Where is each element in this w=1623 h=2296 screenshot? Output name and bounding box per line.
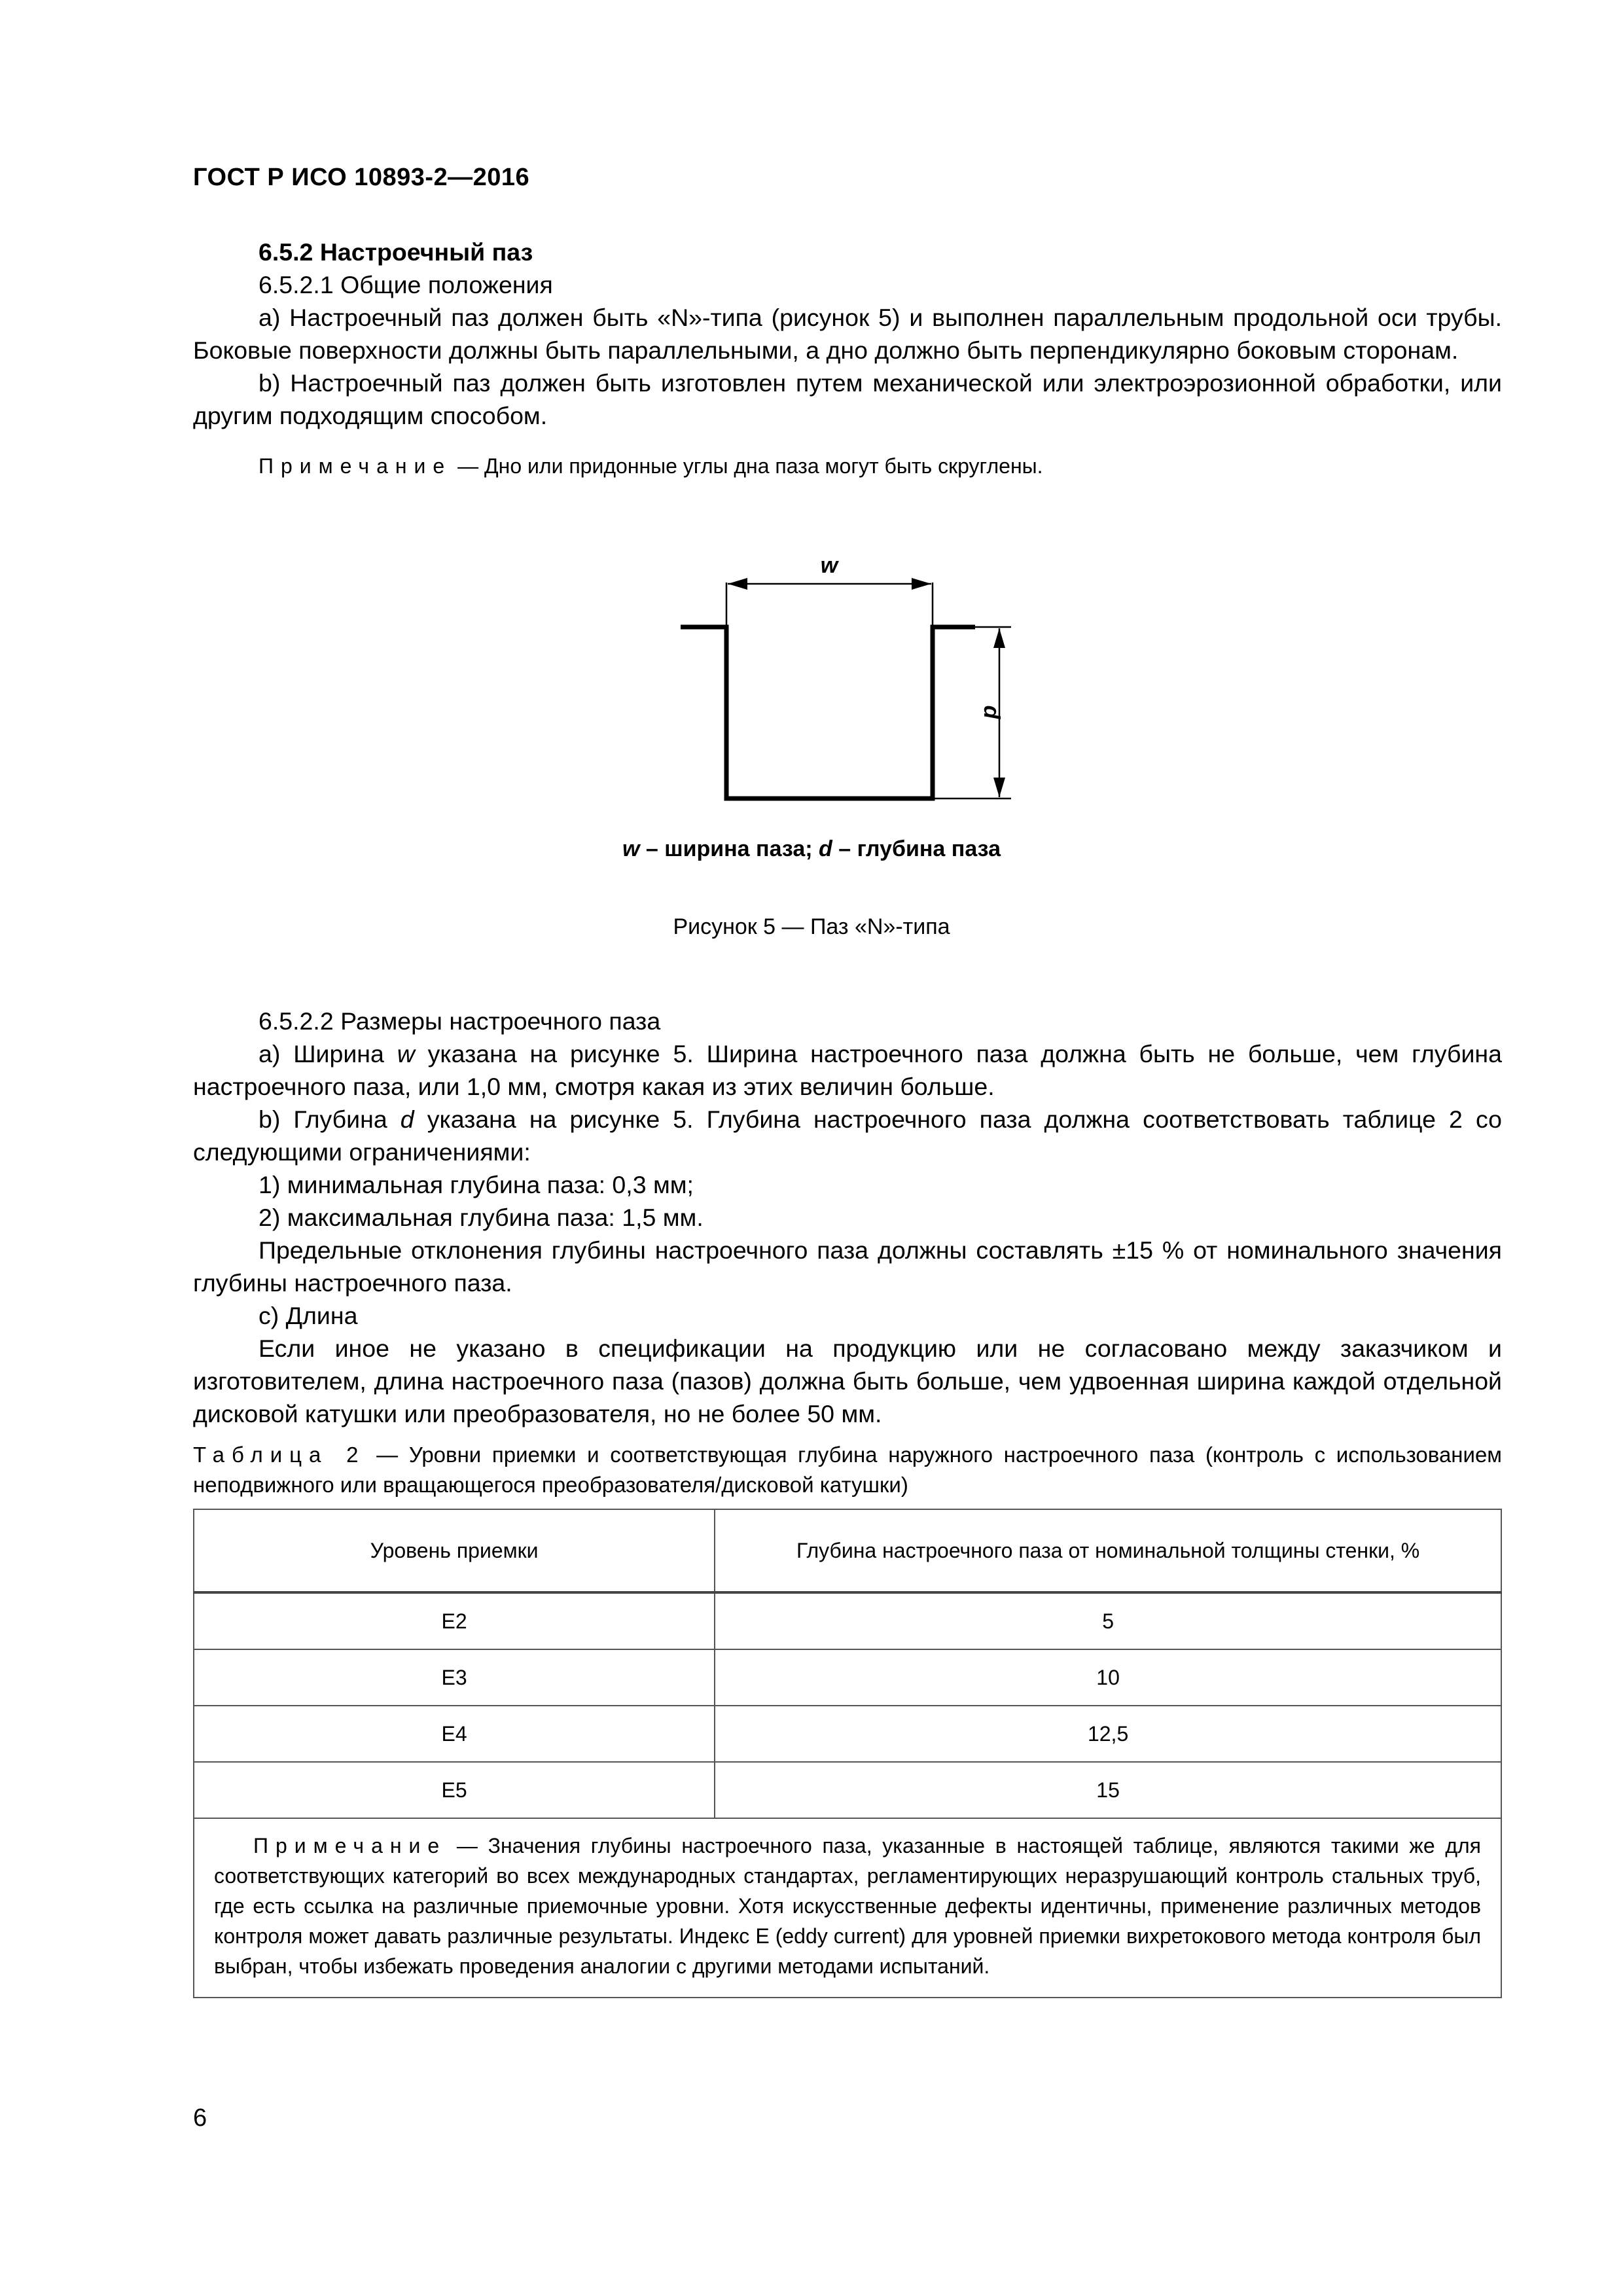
table-note-text: — Значения глубины настроечного паза, указанные в настоящей таблице, являются такими же для соответствующих категорий во всех международных стандартах, регламентирующих неразрушающий контроль стальных труб, где есть ссылка на различные приемочные уровни. Хотя искусственные дефекты идентичны, применение различных методов контроля может давать различные результаты. Индекс E (eddy current) для уровней приемки вихретокового метода контроля был выбран, чтобы избежать проведения аналогии с другими методами испытаний. bbox=[214, 1834, 1481, 1978]
symbol-d: d bbox=[400, 1105, 414, 1133]
figure-legend bbox=[0, 836, 1623, 862]
legend-d-text: – глубина паза bbox=[832, 836, 1001, 861]
list-item-1: 1) минимальная глубина паза: 0,3 мм; bbox=[259, 1171, 694, 1198]
table-caption-label: Таблица 2 bbox=[193, 1443, 366, 1467]
legend-w-symbol: w bbox=[622, 836, 640, 861]
paragraph-b-part-2: указана на рисунке 5. Глубина настроечного паза должна соответствовать таблице 2 со следующими ограничениями: bbox=[193, 1105, 1502, 1166]
column-header-level: Уровень приемки bbox=[194, 1509, 715, 1592]
figure-5 bbox=[0, 537, 1623, 956]
page-number: 6 bbox=[193, 2104, 207, 2132]
length-paragraph: Если иное не указано в спецификации на продукцию или не согласовано между заказчиком и изготовителем, длина настроечного паза (пазов) должна быть больше, чем удвоенная ширина каждой отдельной дисковой катушки или преобразователя, но не более 50 мм. bbox=[193, 1335, 1502, 1427]
paragraph-c: c) Длина bbox=[259, 1302, 358, 1329]
cell-depth: 12,5 bbox=[715, 1706, 1501, 1762]
width-arrow-left bbox=[728, 578, 747, 590]
subsection-heading: 6.5.2.2 Размеры настроечного паза bbox=[259, 1007, 661, 1035]
depth-arrow-top bbox=[993, 628, 1005, 648]
table-note-label: Примечание bbox=[253, 1834, 447, 1857]
cell-level: E3 bbox=[194, 1649, 715, 1706]
table-row bbox=[194, 1592, 1501, 1649]
depth-label: d bbox=[979, 705, 1004, 719]
legend-w-text: – ширина паза; bbox=[639, 836, 819, 861]
section-6-5-2-2 bbox=[193, 1005, 1502, 1430]
width-label: w bbox=[820, 553, 838, 578]
table-note bbox=[194, 1818, 1501, 1998]
cell-depth: 15 bbox=[715, 1762, 1501, 1818]
cell-depth: 10 bbox=[715, 1649, 1501, 1706]
cell-level: E2 bbox=[194, 1592, 715, 1649]
document-header: ГОСТ Р ИСО 10893-2—2016 bbox=[193, 164, 530, 191]
cell-level: E5 bbox=[194, 1762, 715, 1818]
paragraph-a-part-2: указана на рисунке 5. Ширина настроечного паза должна быть не больше, чем глубина настроечного паза, или 1,0 мм, смотря какая из этих величин больше. bbox=[193, 1040, 1502, 1100]
cell-level: E4 bbox=[194, 1706, 715, 1762]
section-6-5-2 bbox=[193, 236, 1502, 480]
list-item-2: 2) максимальная глубина паза: 1,5 мм. bbox=[259, 1204, 704, 1231]
depth-arrow-bottom bbox=[993, 778, 1005, 797]
subsection-heading: 6.5.2.1 Общие положения bbox=[259, 271, 553, 298]
figure-caption: Рисунок 5 — Паз «N»-типа bbox=[673, 914, 950, 939]
table-caption-text: — Уровни приемки и соответствующая глубина наружного настроечного паза (контроль с использованием неподвижного или вращающегося преобразователя/дисковой катушки) bbox=[193, 1443, 1502, 1497]
paragraph-a-part-1: a) Ширина bbox=[259, 1040, 397, 1067]
paragraph-b: b) Настроечный паз должен быть изготовлен путем механической или электроэрозионной обработки, или другим подходящим способом. bbox=[193, 369, 1502, 429]
cell-depth: 5 bbox=[715, 1592, 1501, 1649]
table-caption bbox=[193, 1440, 1502, 1500]
legend-d-symbol: d bbox=[819, 836, 832, 861]
paragraph-a: a) Настроечный паз должен быть «N»-типа (рисунок 5) и выполнен параллельным продольной оси трубы. Боковые поверхности должны быть параллельными, а дно должно быть перпендикулярно боковым сторонам. bbox=[193, 304, 1502, 364]
note-text: — Дно или придонные углы дна паза могут быть скруглены. bbox=[452, 454, 1043, 478]
tolerance-paragraph: Предельные отклонения глубины настроечного паза должны составлять ±15 % от номинального значения глубины настроечного паза. bbox=[193, 1236, 1502, 1297]
table-note-row bbox=[194, 1818, 1501, 1998]
width-arrow-right bbox=[912, 578, 931, 590]
table-header-row bbox=[194, 1509, 1501, 1592]
notch-diagram bbox=[0, 537, 1623, 956]
notch-profile bbox=[681, 627, 975, 798]
paragraph-b-part-1: b) Глубина bbox=[259, 1105, 401, 1133]
table-row bbox=[194, 1706, 1501, 1762]
table-row bbox=[194, 1762, 1501, 1818]
note bbox=[193, 452, 1502, 480]
paragraph-a bbox=[193, 1037, 1502, 1103]
paragraph-b bbox=[193, 1103, 1502, 1168]
note-label: Примечание bbox=[259, 454, 452, 478]
acceptance-levels-table bbox=[193, 1509, 1502, 1998]
column-header-depth: Глубина настроечного паза от номинальной толщины стенки, % bbox=[715, 1509, 1501, 1592]
table-row bbox=[194, 1649, 1501, 1706]
symbol-w: w bbox=[397, 1040, 415, 1067]
section-heading: 6.5.2 Настроечный паз bbox=[259, 238, 533, 266]
